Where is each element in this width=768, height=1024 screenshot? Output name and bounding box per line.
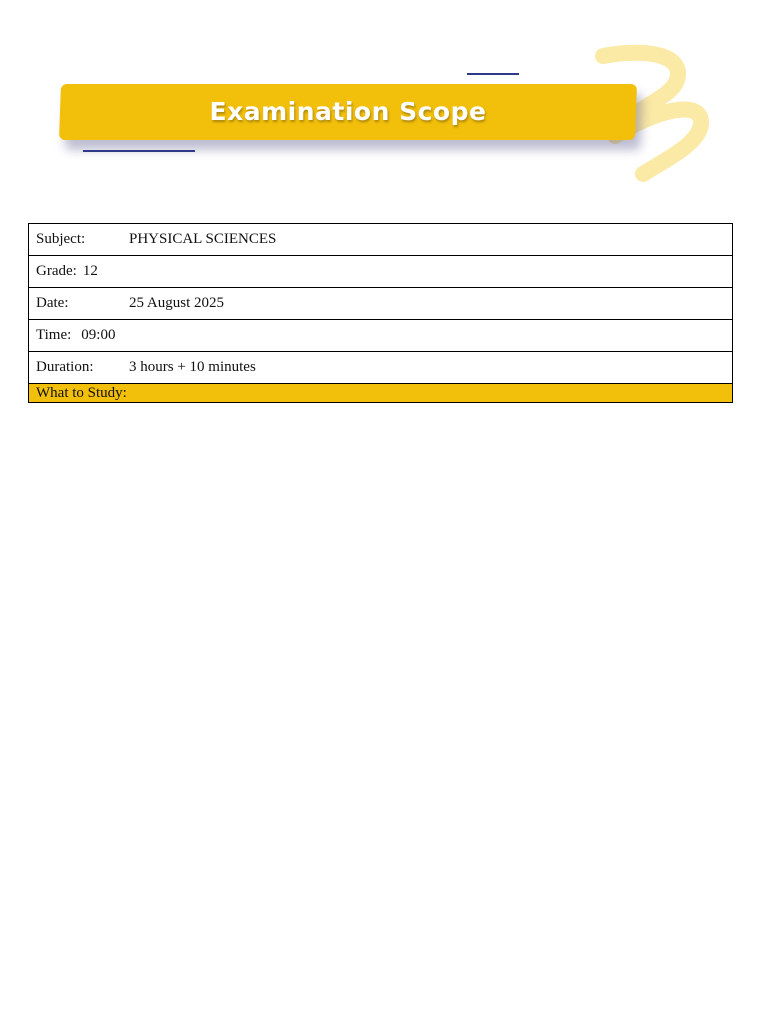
time-row <box>29 320 733 352</box>
what-to-study-label: What to Study: <box>36 385 127 401</box>
grade-cell <box>29 256 733 288</box>
header-banner <box>0 0 768 200</box>
what-to-study-row <box>29 384 733 403</box>
exam-info-table <box>28 223 733 403</box>
decorative-line-top <box>467 73 519 75</box>
what-to-study-cell <box>29 384 733 403</box>
grade-row <box>29 256 733 288</box>
duration-row <box>29 352 733 384</box>
time-label: Time: <box>36 327 72 343</box>
subject-cell <box>29 224 733 256</box>
decorative-line-bottom <box>83 150 195 152</box>
time-cell <box>29 320 733 352</box>
duration-cell <box>29 352 733 384</box>
subject-row <box>29 224 733 256</box>
subject-value: PHYSICAL SCIENCES <box>129 231 277 247</box>
grade-value: 12 <box>82 263 98 279</box>
date-cell <box>29 288 733 320</box>
time-value: 09:00 <box>81 327 116 343</box>
duration-label: Duration: <box>36 359 94 375</box>
date-row <box>29 288 733 320</box>
subject-label: Subject: <box>36 231 86 247</box>
page-title: Examination Scope <box>209 97 487 126</box>
date-value: 25 August 2025 <box>129 295 225 311</box>
duration-value: 3 hours + 10 minutes <box>129 359 256 375</box>
date-label: Date: <box>36 295 69 311</box>
grade-label: Grade: <box>36 263 77 279</box>
